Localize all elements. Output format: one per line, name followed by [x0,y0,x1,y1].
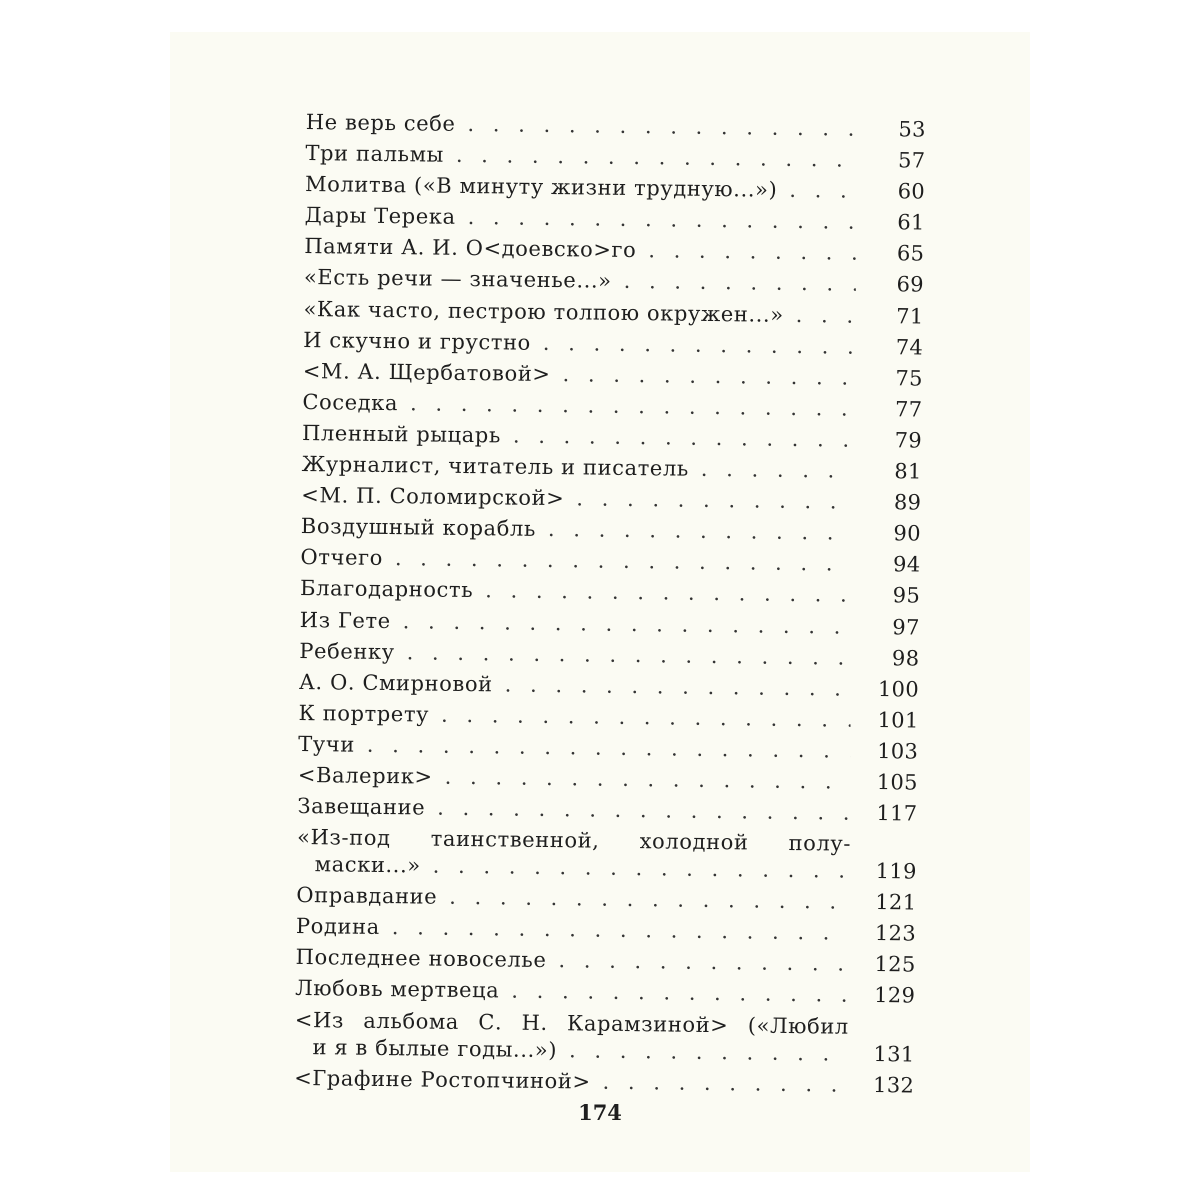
toc-entry-page: 53 [898,117,926,142]
dot-leader [367,731,851,765]
dot-leader [548,515,853,547]
toc-entry-title: Ребенку [299,638,395,664]
dot-leader [562,360,854,392]
table-of-contents [294,108,926,1102]
dot-leader [441,700,851,733]
toc-entry-page: 129 [874,983,916,1008]
page-number: 174 [578,1100,622,1125]
toc-entry-page: 71 [896,303,924,329]
toc-entry-page: 75 [895,365,923,391]
dot-leader [569,1036,847,1067]
toc-entry-page: 119 [875,859,917,884]
toc-entry-title: <Валерик> [297,762,433,789]
toc-entry-page: 77 [894,397,923,422]
toc-entry-title: <М. А. Щербатовой> [302,358,551,386]
toc-entry-title: Пленный рыцарь [301,420,502,448]
dot-leader [395,544,853,578]
toc-entry-page: 132 [872,1072,915,1098]
toc-entry-page: 100 [877,676,920,702]
toc-entry-title: Любовь мертвеца [295,976,500,1003]
toc-entry-title: Молитва («В минуту жизни трудную...») [304,172,778,202]
toc-entry-title: «Из-под таинственной, холодной полу- [296,825,852,856]
toc-entry-title: К портрету [298,700,430,727]
toc-entry-page: 79 [894,428,923,453]
toc-entry-page: 69 [896,272,925,298]
dot-leader [467,203,856,236]
dot-leader [467,110,858,143]
toc-entry-title: Последнее новоселье [295,945,547,973]
toc-entry-title: Родина [295,914,380,940]
toc-entry-title: «Есть речи — значенье...» [303,265,612,294]
toc-entry-title: Не верь себе [305,109,456,136]
dot-leader [456,141,858,174]
dot-leader [449,883,848,916]
toc-entry-continuation: маски...» [314,852,421,878]
toc-entry-page: 121 [875,890,917,915]
toc-entry-title: <Из альбома С. Н. Карамзиной> («Любил [294,1007,849,1039]
dot-leader [511,977,847,1009]
dot-leader [648,237,856,268]
toc-entry-title: Журналист, читатель и писатель [301,452,690,481]
toc-entry-page: 81 [894,459,922,484]
toc-entry-title: Три пальмы [305,141,445,167]
dot-leader [403,607,852,640]
toc-entry-page: 101 [877,707,919,733]
toc-entry-page: 125 [874,952,916,977]
toc-entry-page: 103 [877,738,919,764]
toc-entry-page: 131 [873,1041,915,1067]
toc-entry-page: 95 [892,583,921,608]
toc-entry-title: Дары Терека [304,203,456,230]
book-page [170,32,1030,1172]
toc-entry-title: Отчего [300,545,384,571]
dot-leader [543,329,856,361]
toc-entry-page: 61 [897,210,925,235]
dot-leader [558,946,847,978]
toc-entry-title: Завещание [297,794,426,820]
toc-entry-page: 97 [892,614,920,640]
dot-leader [407,638,852,671]
dot-leader [392,913,848,947]
toc-entry-page: 98 [891,645,920,671]
toc-entry-page: 74 [895,334,924,360]
toc-entry-page: 123 [874,921,917,946]
toc-entry-page: 65 [896,241,925,266]
toc-entry [294,1005,915,1071]
toc-entry-page: 89 [893,490,922,515]
dot-leader [445,763,850,796]
dot-leader [701,455,854,485]
toc-entry-page: 90 [893,521,921,546]
dot-leader [433,852,849,885]
toc-entry-title: Воздушный корабль [300,514,537,542]
toc-entry-title: «Как часто, пестрою толпою окружен...» [303,296,784,327]
dot-leader [796,301,856,330]
dot-leader [789,176,857,205]
dot-leader [576,484,853,515]
toc-entry [297,823,918,889]
toc-entry-continuation: и я в былые годы...») [312,1034,558,1062]
dot-leader [513,421,854,453]
toc-entry-title: А. О. Смирновой [298,669,493,697]
toc-entry-title: Памяти А. И. О<доевско>го [304,234,637,263]
toc-entry-page: 60 [897,179,926,204]
toc-entry-title: Из Гете [299,607,391,633]
toc-entry-line [306,108,926,144]
toc-entry-title: <М. П. Соломирской> [301,483,565,511]
toc-entry-title: Тучи [298,731,356,757]
toc-entry-page: 105 [876,769,918,795]
toc-entry-title: Оправдание [296,883,438,909]
toc-entry-title: <Графине Ростопчиной> [294,1065,591,1094]
dot-leader [437,794,850,827]
toc-entry-page: 117 [876,801,918,826]
toc-entry-title: Благодарность [299,576,474,603]
dot-leader [624,267,857,298]
toc-entry-title: Соседка [302,389,399,415]
dot-leader [485,577,852,609]
toc-entry-page: 57 [897,148,926,173]
dot-leader [602,1067,846,1098]
toc-entry [294,1063,914,1102]
toc-entry-title: И скучно и грустно [303,327,532,355]
dot-leader [410,389,855,422]
toc-entry-page: 94 [892,552,921,577]
dot-leader [505,670,852,702]
